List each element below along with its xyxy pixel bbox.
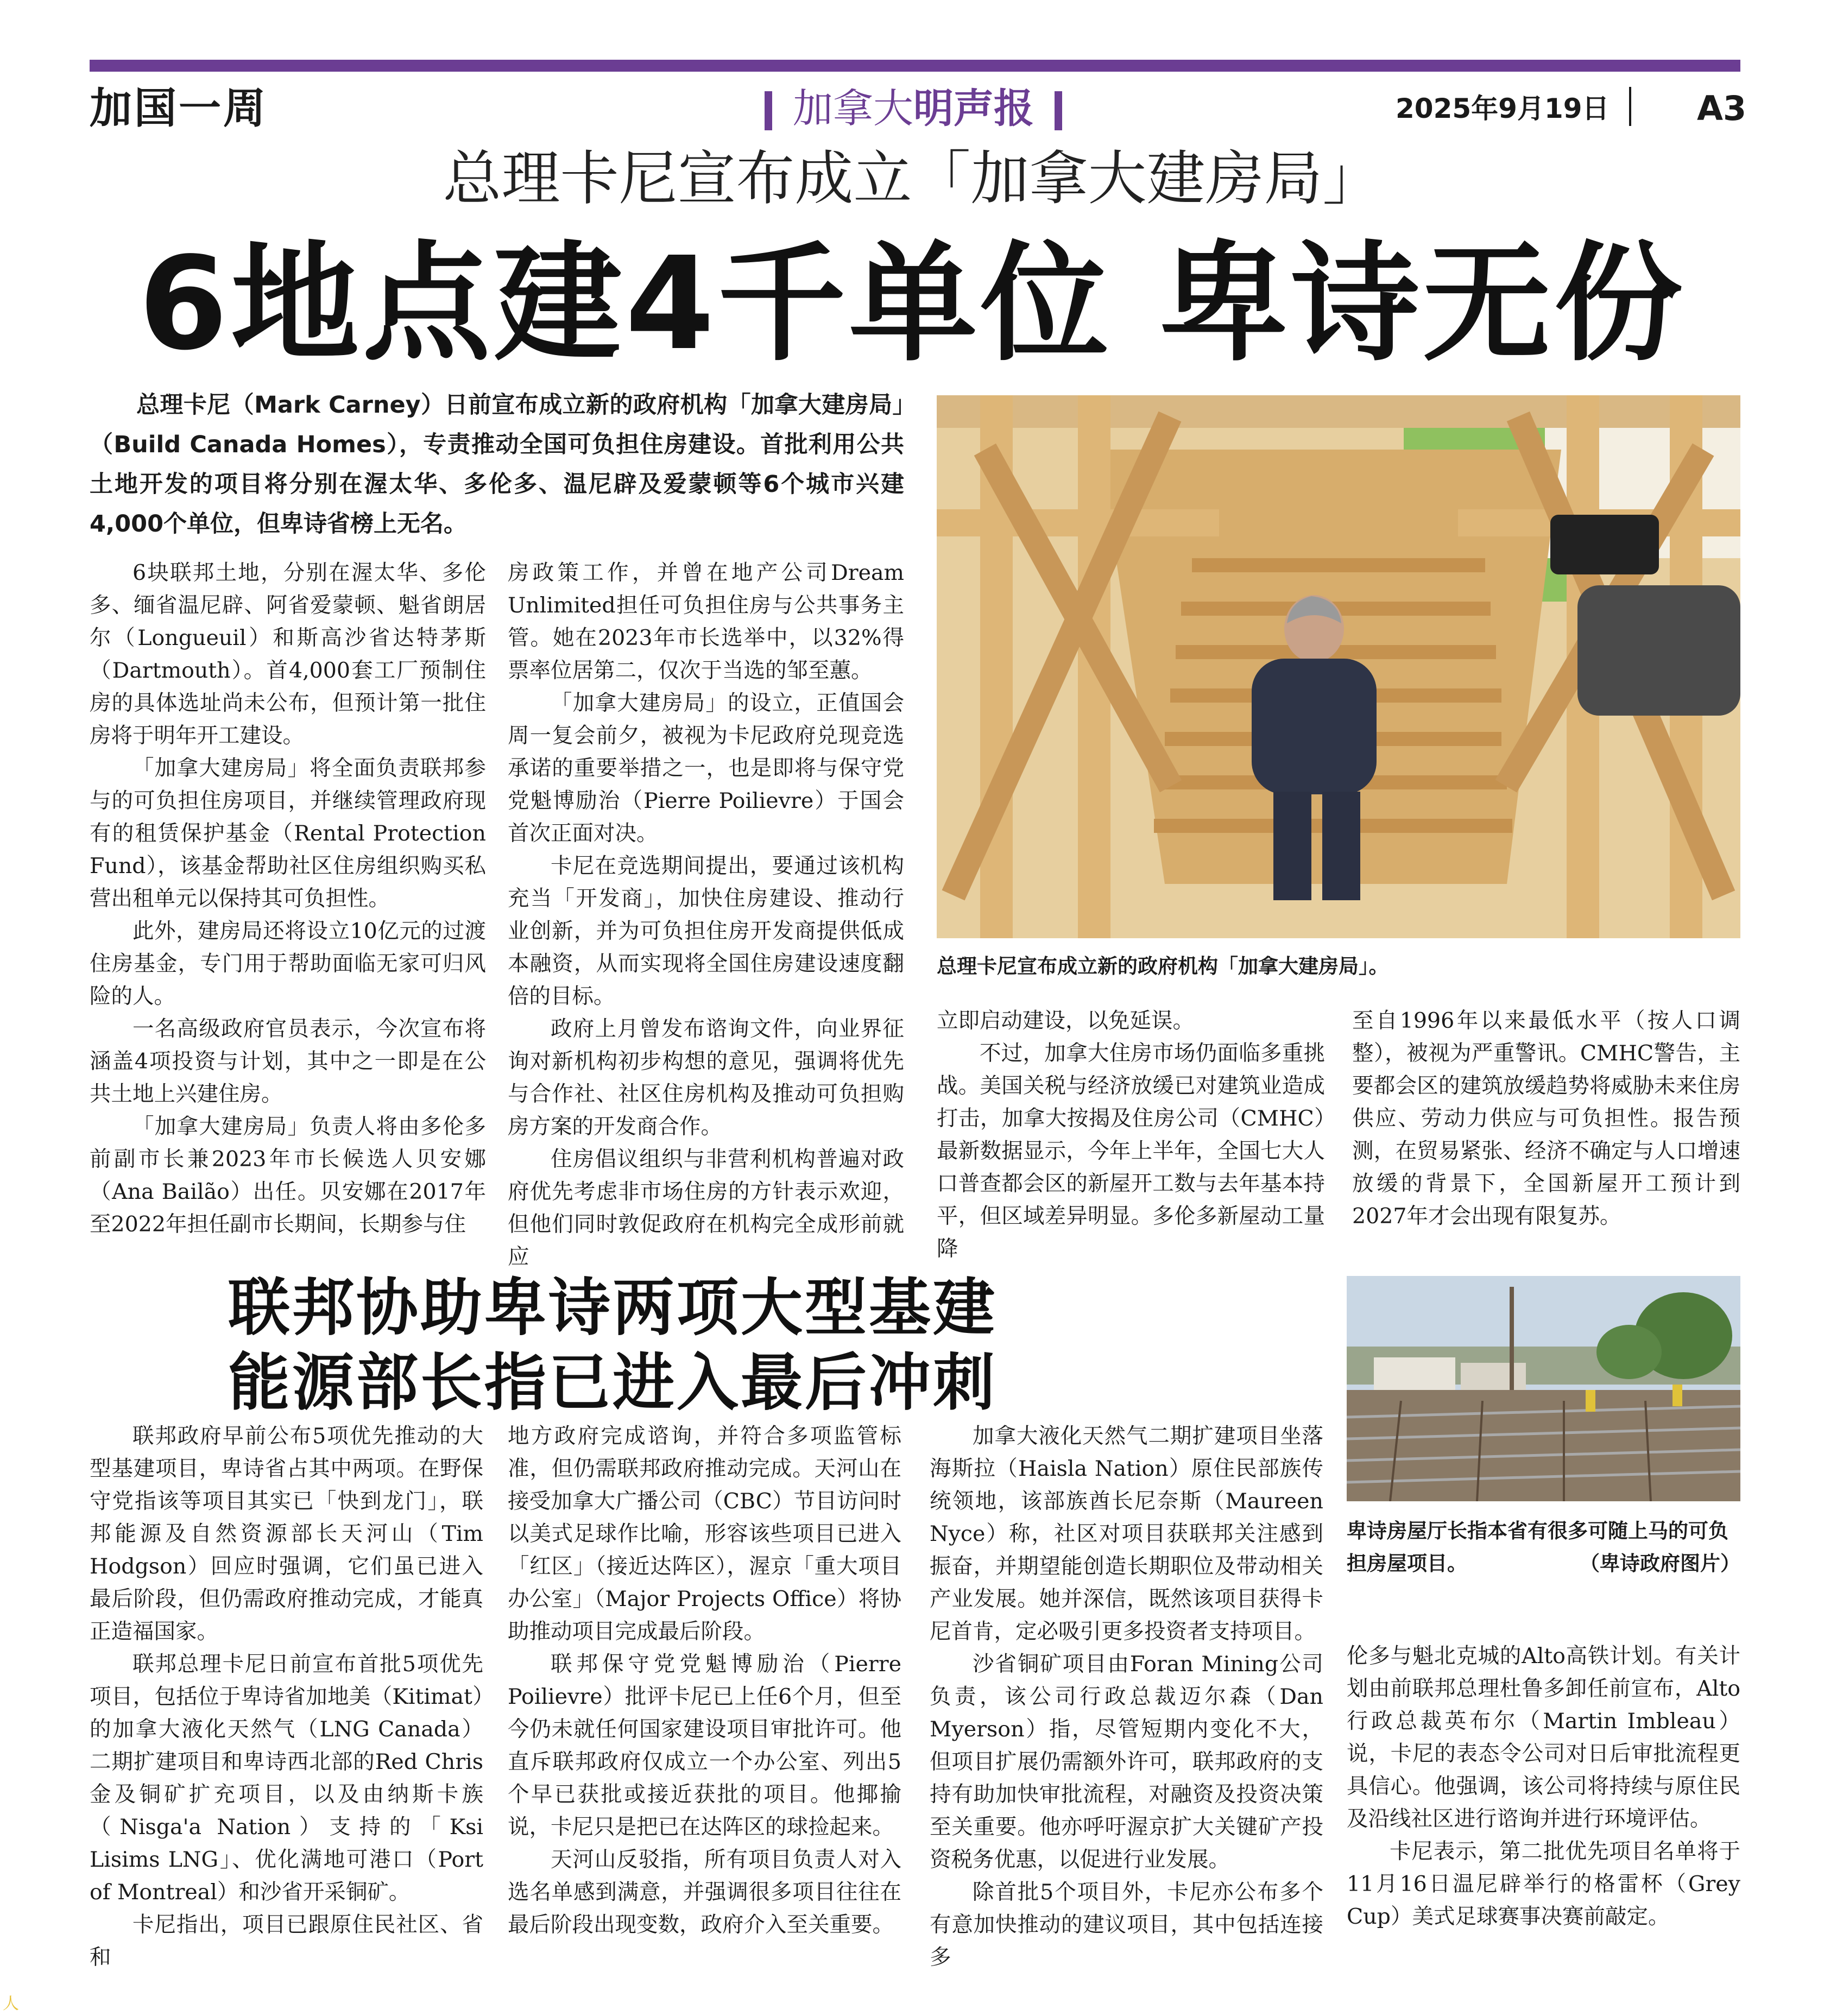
brand-name: 明声报 <box>913 85 1034 132</box>
story1-photo-caption: 总理卡尼宣布成立新的政府机构「加拿大建房局」。 <box>937 955 1389 978</box>
construction-photo <box>1347 1276 1740 1501</box>
story2-headline-line1: 联邦协助卑诗两项大型基建 <box>228 1272 998 1344</box>
story1-column-4 <box>1352 1004 1740 1233</box>
brand-prefix: 加拿大 <box>793 85 913 132</box>
paragraph: 「加拿大建房局」将全面负责联邦参与的可负担住房项目，并继续管理政府现有的租赁保护基金（Rental Protection Fund），该基金帮助社区住房组织购买私营出租单元以保持其可负担性。 <box>90 756 486 911</box>
paragraph: 沙省铜矿项目由Foran Mining公司负责，该公司行政总裁迈尔森（Dan Myerson）指，尽管短期内变化不大，但项目扩展仍需额外许可，联邦政府的支持有助加快审批流程，对融资及投资决策至关重要。他亦呼吁渥京扩大关键矿产投资税务优惠，以促进行业发展。 <box>930 1652 1323 1872</box>
paragraph: 住房倡议组织与非营利机构普遍对政府优先考虑非市场住房的方针表示欢迎，但他们同时敦促政府在机构完全成形前就应 <box>508 1147 904 1269</box>
brand-bar-left <box>765 91 772 130</box>
story2-column-2 <box>508 1420 901 1941</box>
paragraph: 「加拿大建房局」负责人将由多伦多前副市长兼2023年市长候选人贝安娜（Ana Bailão）出任。贝安娜在2017年至2022年担任副市长期间，长期参与住 <box>90 1114 486 1237</box>
paragraph: 「加拿大建房局」的设立，正值国会周一复会前夕，被视为卡尼政府兑现竞选承诺的重要举措之一，也是即将与保守党党魁博励治（Pierre Poilievre）于国会首次正面对决。 <box>508 691 904 846</box>
masthead-divider <box>1629 87 1631 126</box>
paragraph: 一名高级政府官员表示，今次宣布将涵盖4项投资与计划，其中之一即是在公共土地上兴建住房。 <box>90 1016 486 1107</box>
story2-column-4 <box>1347 1640 1740 1933</box>
stairs-wood-frame-photo-icon <box>937 395 1740 938</box>
story2-headline <box>228 1271 1184 1420</box>
paragraph: 至自1996年以来最低水平（按人口调整），被视为严重警讯。CMHC警告，主要都会区的建筑放缓趋势将威胁未来住房供应、劳动力供应与可负担性。报告预测，在贸易紧张、经济不确定与人口增速放缓的背景下，全国新屋开工预计到2027年才会出现有限复苏。 <box>1352 1008 1740 1229</box>
story1-column-3 <box>937 1004 1325 1265</box>
story2-photo-caption <box>1347 1515 1740 1580</box>
paragraph: 卡尼指出，项目已跟原住民社区、省和 <box>90 1912 483 1970</box>
paragraph: 除首批5个项目外，卡尼亦公布多个有意加快推动的建议项目，其中包括连接多 <box>930 1880 1323 1970</box>
paragraph: 伦多与魁北克城的Alto高铁计划。有关计划由前联邦总理杜鲁多卸任前宣布，Alto行政总裁英布尔（Martin Imbleau）说，卡尼的表态令公司对日后审批流程更具信心。他强调，该公司将持续与原住民及沿线社区进行谘询并进行环境评估。 <box>1347 1644 1740 1831</box>
section-name: 加国一周 <box>90 84 268 133</box>
paragraph: 政府上月曾发布谘询文件，向业界征询对新机构初步构想的意见，强调将优先与合作社、社区住房机构及推动可负担购房方案的开发商合作。 <box>508 1016 904 1139</box>
paragraph: 联邦政府早前公布5项优先推动的大型基建项目，卑诗省占其中两项。在野保守党指该等项目其实已「快到龙门」，联邦能源及自然资源部长天河山（Tim Hodgson）回应时强调，它们虽已进入最后阶段，但仍需政府推动完成，才能真正造福国家。 <box>90 1424 483 1644</box>
story2-column-1 <box>90 1420 483 1974</box>
story2-headline-line2: 能源部长指已进入最后冲刺 <box>228 1347 998 1419</box>
corner-mark: 人 <box>3 1994 19 2013</box>
story1-column-2 <box>508 557 904 1273</box>
story1-lede: 总理卡尼（Mark Carney）日前宣布成立新的政府机构「加拿大建房局」（Build Canada Homes），专责推动全国可负担住房建设。首批利用公共土地开发的项目将分别在渥太华、多伦多、温尼辟及爱蒙顿等6个城市兴建4,000个单位，但卑诗省榜上无名。 <box>90 391 904 538</box>
paragraph: 房政策工作，并曾在地产公司Dream Unlimited担任可负担住房与公共事务主管。她在2023年市长选举中，以32%得票率位居第二，仅次于当选的邹至蕙。 <box>508 560 904 683</box>
paragraph: 立即启动建设，以免延误。 <box>937 1008 1194 1033</box>
paragraph: 联邦保守党党魁博励治（Pierre Poilievre）批评卡尼已上任6个月，但至今仍未就任何国家建设项目审批许可。他直斥联邦政府仅成立一个办公室、列出5个早已获批或接近获批的项目。他揶揄说，卡尼只是把已在达阵区的球捡起来。 <box>508 1652 901 1840</box>
paragraph: 卡尼在竞选期间提出，要通过该机构充当「开发商」，加快住房建设、推动行业创新，并为可负担住房开发商提供低成本融资，从而实现将全国住房建设速度翻倍的目标。 <box>508 854 904 1009</box>
paragraph: 联邦总理卡尼日前宣布首批5项优先项目，包括位于卑诗省加地美（Kitimat）的加拿大液化天然气（LNG Canada）二期扩建项目和卑诗西北部的Red Chris金及铜矿扩充项目，以及由纳斯卡族（Nisga'a Nation）支持的「Ksi Lisims LNG」、优化满地可港口（Port of Montreal）和沙省开采铜矿。 <box>90 1652 483 1905</box>
story2-photo-credit: （卑诗政府图片） <box>1580 1552 1740 1575</box>
brand-bar-right <box>1055 91 1062 130</box>
masthead-rule <box>90 60 1740 72</box>
stairs-photo <box>937 395 1740 938</box>
newspaper-brand <box>744 81 1083 136</box>
story2-caption-text: 卑诗房屋厅长指本省有很多可随上马的可负担房屋项目。 <box>1347 1519 1728 1575</box>
paragraph: 不过，加拿大住房市场仍面临多重挑战。美国关税与经济放缓已对建筑业造成打击，加拿大按揭及住房公司（CMHC）最新数据显示，今年上半年，全国七大人口普查都会区的新屋开工数与去年基本持平，但区域差异明显。多伦多新屋动工量降 <box>937 1041 1325 1261</box>
story1-kicker: 总理卡尼宣布成立「加拿大建房局」 <box>443 145 1381 213</box>
story1-column-1 <box>90 557 486 1241</box>
paragraph: 天河山反驳指，所有项目负责人对入选名单感到满意，并强调很多项目往往在最后阶段出现变数，政府介入至关重要。 <box>508 1847 901 1937</box>
construction-site-photo-icon <box>1347 1276 1740 1501</box>
paragraph: 卡尼表示，第二批优先项目名单将于11月16日温尼辟举行的格雷杯（Grey Cup）美式足球赛事决赛前敲定。 <box>1347 1839 1740 1929</box>
story1-headline: 6地点建4千单位 卑诗无份 <box>138 229 1686 378</box>
paragraph: 此外，建房局还将设立10亿元的过渡住房基金，专门用于帮助面临无家可归风险的人。 <box>90 919 486 1009</box>
story2-column-3 <box>930 1420 1323 1974</box>
paragraph: 加拿大液化天然气二期扩建项目坐落海斯拉（Haisla Nation）原住民部族传统领地，该部族酋长尼奈斯（Maureen Nyce）称，社区对项目获联邦关注感到振奋，并期望能创造长期职位及带动相关产业发展。她并深信，既然该项目获得卡尼首肯，定必吸引更多投资者支持项目。 <box>930 1424 1323 1644</box>
issue-date: 2025年9月19日 <box>1396 93 1610 124</box>
page-number: A3 <box>1697 89 1747 128</box>
paragraph: 6块联邦土地，分别在渥太华、多伦多、缅省温尼辟、阿省爱蒙顿、魁省朗居尔（Longueuil）和斯高沙省达特茅斯（Dartmouth）。首4,000套工厂预制住房的具体选址尚未公布，但预计第一批住房将于明年开工建设。 <box>90 560 486 748</box>
paragraph: 地方政府完成谘询，并符合多项监管标准，但仍需联邦政府推动完成。天河山在接受加拿大广播公司（CBC）节目访问时以美式足球作比喻，形容该些项目已进入「红区」（接近达阵区），渥京「重大项目办公室」（Major Projects Office）将协助推动项目完成最后阶段。 <box>508 1424 901 1644</box>
